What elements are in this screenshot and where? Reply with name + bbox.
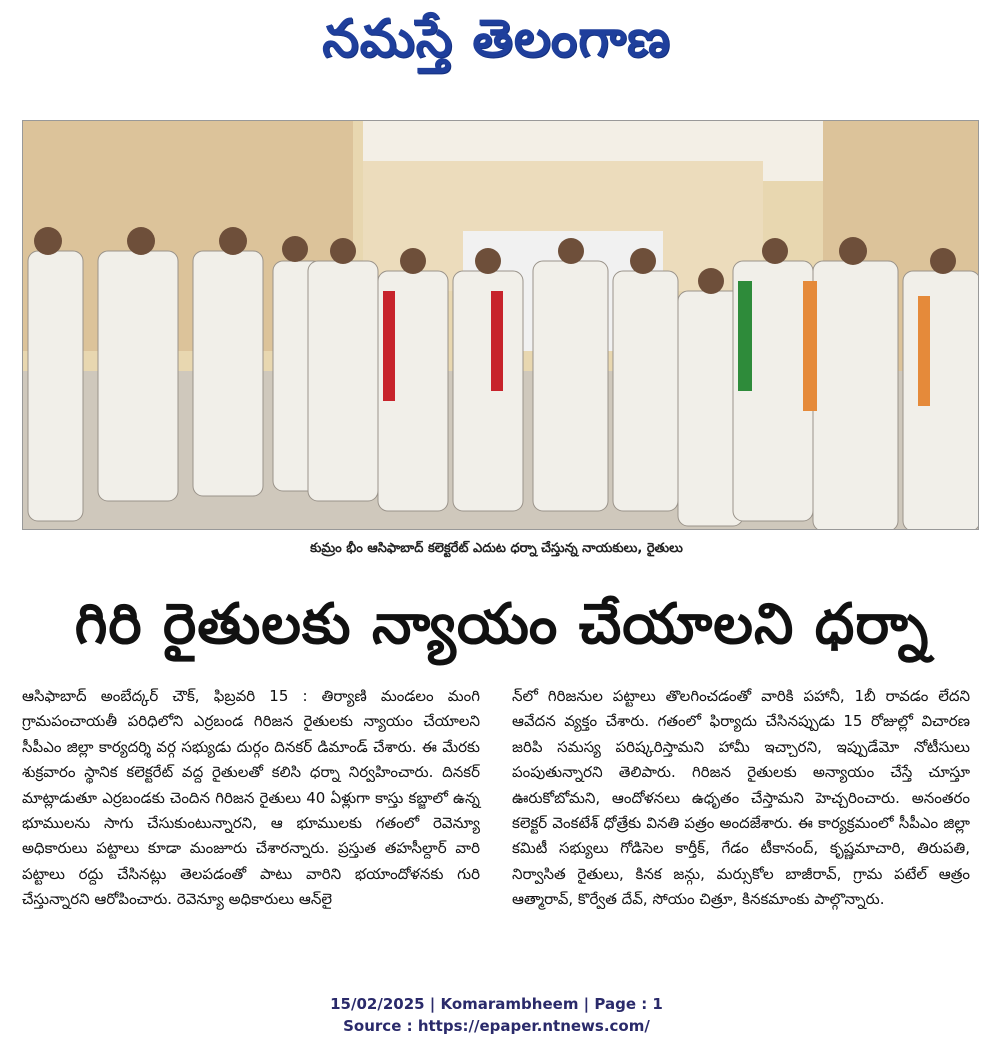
footer-date-edition: 15/02/2025 | Komarambheem | Page : 1 xyxy=(330,995,663,1013)
headline: గిరి రైతులకు న్యాయం చేయాలని ధర్నా xyxy=(74,592,930,657)
footer xyxy=(0,993,993,1037)
article-column-left: ఆసిఫాబాద్ అంబేద్కర్ చౌక్, ఫిబ్రవరి 15 : తిర్యాణి మండలం మంగి గ్రామపంచాయతీ పరిధిలోని ఎర్రబండ గిరిజన రైతులకు న్యాయం చేయాలని సీపీఎం జిల్లా కార్యదర్శి వర్గ సభ్యుడు దుర్గం దినకర్ డిమాండ్ చేశారు. ఈ మేరకు శుక్రవారం స్థానిక కలెక్టరేట్ వద్ద రైతులతో కలిసి ధర్నా నిర్వహించారు. దినకర్ మాట్లాడుతూ ఎర్రబండకు చెందిన గిరిజన రైతులు 40 ఏళ్లుగా కాస్తు కబ్జాలో ఉన్న భూములను సాగు చేసుకుంటున్నారని, ఆ భూములకు గతంలో రెవెన్యూ అధికారులు పట్టాలు కూడా మంజూరు చేశారన్నారు. ప్రస్తుత తహసీల్దార్ వారి పట్టాలు రద్దు చేసినట్లు తెలపడంతో పాటు వారిని భయాందోళనకు గురి చేస్తున్నారని ఆరోపించారు. రెవెన్యూ అధికారులు ఆన్‌లై xyxy=(22,687,480,909)
news-photo xyxy=(22,120,979,530)
masthead-title: నమస్తే తెలంగాణ xyxy=(322,8,671,69)
article-column-right: న్‌లో గిరిజనుల పట్టాలు తొలగించడంతో వారికి పహానీ, 1బీ రావడం లేదని ఆవేదన వ్యక్తం చేశారు. గతంలో ఫిర్యాదు చేసినప్పుడు 15 రోజుల్లో విచారణ జరిపి సమస్య పరిష్కరిస్తామని హామీ ఇచ్చారని, ఇప్పుడేమో నోటీసులు పంపుతున్నారని తెలిపారు. గిరిజన రైతులకు అన్యాయం చేస్తే చూస్తూ ఊరుకోబోమని, ఆందోళనలు ఉధృతం చేస్తామని హెచ్చరించారు. అనంతరం కలెక్టర్ వెంకటేశ్ ధోత్రేకు వినతి పత్రం అందజేశారు. ఈ కార్యక్రమంలో సీపీఎం జిల్లా కమిటీ సభ్యులు గోడిసెల కార్తీక్, గేడం టీకానంద్, కృష్ణమాచారి, తిరుపతి, నిర్వాసిత రైతులు, కినక జన్గు, మర్సుకోల బాజీరావ్, గ్రామ పటేల్ ఆత్రం ఆత్మారావ్, కొర్వేత దేవ్, సోయం చిత్రూ, కినకమాంకు పాల్గొన్నారు. xyxy=(512,687,970,909)
photo-caption: కుమ్రం భీం ఆసిఫాబాద్ కలెక్టరేట్ ఎదుట ధర్నా చేస్తున్న నాయకులు, రైతులు xyxy=(310,541,683,556)
footer-source-link[interactable]: Source : https://epaper.ntnews.com/ xyxy=(343,1017,650,1035)
masthead xyxy=(0,0,993,80)
group-photo-icon xyxy=(23,121,979,530)
